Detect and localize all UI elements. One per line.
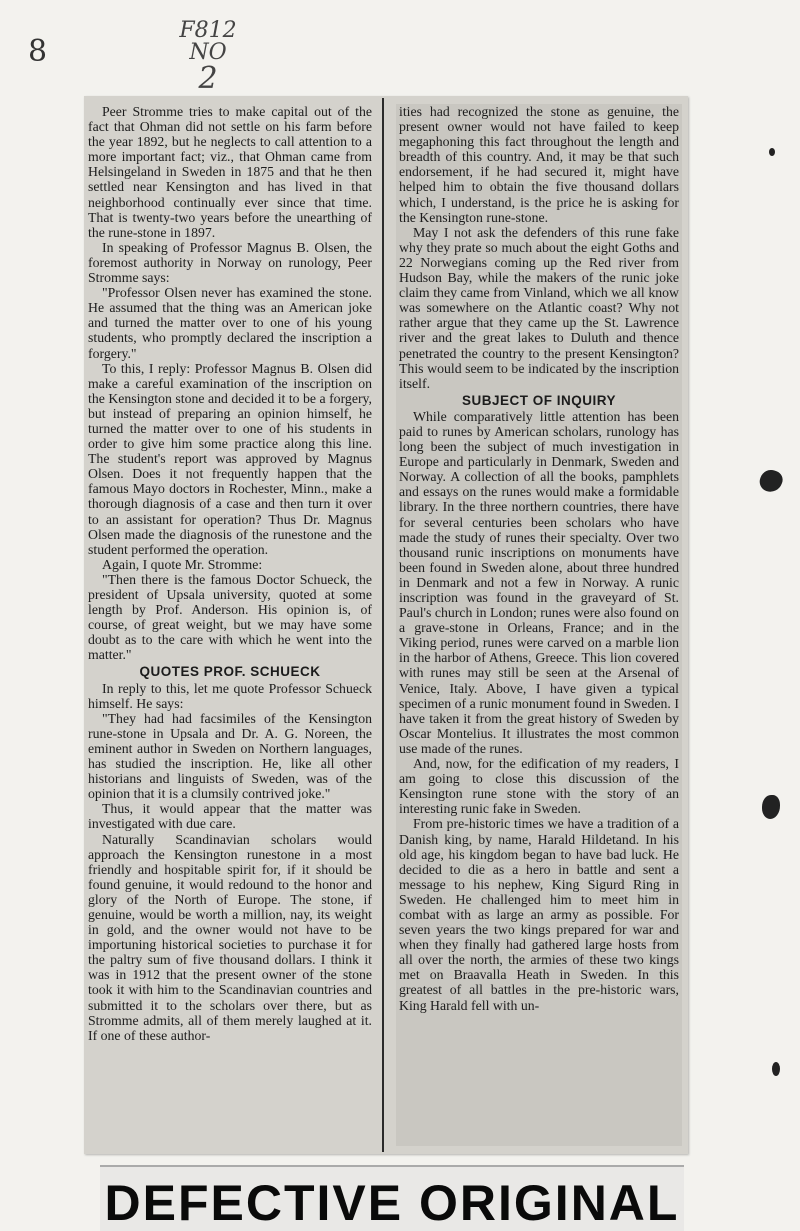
article-paragraph: Again, I quote Mr. Stromme: bbox=[102, 556, 263, 572]
article-right-column bbox=[396, 104, 682, 1146]
ink-blot bbox=[769, 148, 775, 156]
stamp-text: DEFECTIVE ORIGINAL bbox=[104, 1175, 680, 1231]
ink-blot bbox=[772, 1062, 780, 1076]
article-paragraph: From pre-historic times we have a tradition of a Danish king, by name, Harald Hildetand. In his old age, his kingdom began to have bad luck. He decided to die as a hero in battle and sent a message to his nephew, King Sigurd Ring in Sweden. He challenged him to meet him in combat with as large an army as possible. For seven years the two kings prepared for war and when they finally had gathered large hosts from all over the north, the armies of these two kings met on Braavalla Heath in Sweden. In this greatest of all battles in the pre-historic wars, King Harald fell with un- bbox=[399, 816, 679, 1013]
article-left-column bbox=[88, 104, 372, 1146]
article-paragraph: "Then there is the famous Doctor Schueck, the president of Upsala university, quoted at some length by Prof. Anderson. His opinion is, of course, of great weight, but we may have some doubt as to the care with which he went into the matter." bbox=[88, 571, 372, 663]
handwritten-line: 2 bbox=[198, 61, 218, 96]
article-paragraph: Naturally Scandinavian scholars would approach the Kensington runestone in a most friendly and hospitable spirit for, if it should be found genuine, it would redound to the honor and glory of the North of Europe. The stone, if genuine, would be worth a million, nay, its weight in gold, and the owner would not have to be importuning historical societies to purchase it for the paltry sum of five thousand dollars. I think it was in 1912 that the present owner of the stone took it with him to the Scandinavian countries and submitted it to the scholars over there, but as Stromme admits, all of them merely laughed at it. If one of these author- bbox=[88, 831, 372, 1043]
ink-blot bbox=[757, 467, 785, 495]
article-paragraph: To this, I reply: Professor Magnus B. Olsen did make a careful examination of the inscription on the Kensington stone and decided it to be a forgery, but instead of preparing an opinion himself, he turned the matter over to one of his students in order to give him some practice along this line. The student's report was approved by Magnus Olsen. Does it not frequently happen that the famous Mayo doctors in Rochester, Minn., make a thorough diagnosis of a case and then turn it over to an assistant for operation? Thus Dr. Magnus Olsen made the diagnosis of the runestone and the student performed the operation. bbox=[88, 360, 372, 557]
article-paragraph: Thus, it would appear that the matter was investigated with due care. bbox=[88, 801, 372, 832]
article-paragraph: And, now, for the edification of my readers, I am going to close this discussion of the Kensington rune stone with the story of an interesting runic fake in Sweden. bbox=[399, 756, 679, 817]
article-paragraph: May I not ask the defenders of this rune fake why they prate so much about the eight Goths and 22 Norwegians coming up the Red river from Hudson Bay, while the makers of the runic joke claim they came from Vinland, which we all know was somewhere on the Atlantic coast? Why not rather argue that they came up the St. Lawrence river and the great lakes to Duluth and thence penetrated the country to the present Kensington? This would seem to be indicated by the inscription itself. bbox=[399, 224, 679, 391]
defective-original-stamp bbox=[100, 1165, 684, 1231]
article-paragraph: ities had recognized the stone as genuine, the present owner would not have failed to keep megaphoning this fact throughout the length and breadth of this country. And, it may be that such endorsement, if he had secured it, might have helped him to obtain the five thousand dollars which, I understand, is the price he is asking for the Kensington rune-stone. bbox=[399, 104, 679, 225]
handwritten-catalog-note bbox=[168, 20, 248, 94]
article-paragraph: "They had had facsimiles of the Kensington rune-stone in Upsala and Dr. A. G. Noreen, the eminent author in Sweden on Northern languages, has studied the inscription. He, like all other historians and linguists of Sweden, was of the opinion that it is a clumsily contrived joke." bbox=[88, 710, 372, 802]
section-subheading: SUBJECT OF INQUIRY bbox=[461, 392, 616, 408]
section-subheading: QUOTES PROF. SCHUECK bbox=[139, 664, 321, 680]
newspaper-clipping bbox=[84, 96, 688, 1154]
page-number: 8 bbox=[28, 34, 48, 69]
handwritten-line: NO bbox=[189, 40, 227, 65]
article-paragraph: Peer Stromme tries to make capital out of the fact that Ohman did not settle on his farm before the year 1892, but he neglects to call attention to a more important fact; viz., that Ohman came from Helsingeland in Sweden in 1875 and that he then settled near Kensington and has lived in that neighborhood continually ever since that time. That is twenty-two years before the unearthing of the rune-stone in 1897. bbox=[88, 104, 372, 240]
article-paragraph: While comparatively little attention has been paid to runes by American scholars, runology has long been the subject of much investigation in Europe and particularly in Denmark, Sweden and Norway. A collection of all the books, pamphlets and essays on the runes would make a formidable library. In the three northern countries, there have for several centuries been scholars who have made the study of runes their specialty. Over two thousand runic inscriptions on monuments have been found in Sweden alone, about three hundred in Denmark and not a few in Norway. A runic inscription was found in the graveyard of St. Paul's church in London; runes were also found on a grave-stone in Orleans, France; and in the Viking period, runes were carved on a marble lion in the harbor of Athens, Greece. This lion covered with runes may still be seen at the Arsenal of Venice, Italy. Above, I have given a typical specimen of a runic monument found in Sweden. I have taken it from the great history of Sweden by Oscar Montelius. It illustrates the most common use made of the runes. bbox=[399, 408, 679, 756]
column-divider bbox=[382, 98, 384, 1152]
article-paragraph: "Professor Olsen never has examined the stone. He assumed that the thing was an American joke and turned the matter over to one of his young students, who promptly declared the inscription a forgery." bbox=[88, 285, 372, 361]
ink-blot bbox=[762, 795, 780, 819]
handwritten-line: F812 bbox=[179, 18, 237, 43]
article-paragraph: In reply to this, let me quote Professor Schueck himself. He says: bbox=[88, 680, 372, 711]
article-paragraph: In speaking of Professor Magnus B. Olsen, the foremost authority in Norway on runology, Peer Stromme says: bbox=[88, 239, 372, 286]
